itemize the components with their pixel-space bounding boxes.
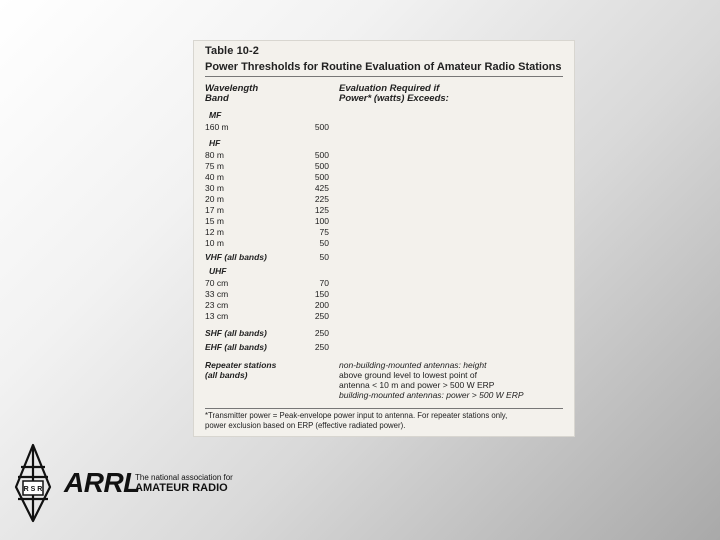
column-header-band-line2: Band: [205, 93, 229, 104]
column-header-power-line2: Power* (watts) Exceeds:: [339, 93, 449, 104]
table-title: Power Thresholds for Routine Evaluation of Amateur Radio Stations: [205, 61, 562, 73]
table-row: [205, 205, 555, 216]
power-cell: 50: [319, 252, 329, 262]
table-row: [205, 194, 555, 205]
band-cell: 160 m: [205, 122, 229, 132]
footnote: [205, 411, 567, 431]
table-row: [205, 227, 555, 238]
band-cell: 33 cm: [205, 289, 229, 299]
repeater-criteria-line4: building-mounted antennas: power > 500 W ERP: [339, 390, 524, 400]
band-cell: 23 cm: [205, 300, 229, 310]
table-section-row: [205, 328, 555, 339]
repeater-band: [205, 360, 276, 380]
power-cell: 100: [314, 216, 329, 226]
band-cell: VHF (all bands): [205, 252, 267, 262]
brand-tagline: The national association for: [135, 473, 233, 482]
table-row: [205, 311, 555, 322]
table-section-row: [205, 110, 555, 121]
power-cell: 75: [319, 227, 329, 237]
power-cell: 200: [314, 300, 329, 310]
band-cell: 15 m: [205, 216, 224, 226]
band-cell: 20 m: [205, 194, 224, 204]
power-cell: 500: [314, 161, 329, 171]
brand-name: ARRL: [64, 467, 140, 498]
power-cell: 250: [314, 311, 329, 321]
power-cell: 150: [314, 289, 329, 299]
table-section-row: [205, 266, 555, 277]
scanned-table-page: [193, 40, 575, 437]
table-row: [205, 216, 555, 227]
table-row: [205, 300, 555, 311]
repeater-criteria-line2: above ground level to lowest point of: [339, 370, 477, 380]
table-row: [205, 161, 555, 172]
band-cell: UHF: [209, 266, 227, 276]
band-cell: 13 cm: [205, 311, 229, 321]
repeater-band-line1: Repeater stations: [205, 360, 277, 370]
table-section-row: [205, 138, 555, 149]
power-cell: 425: [314, 183, 329, 193]
power-cell: 250: [314, 328, 329, 338]
power-cell: 250: [314, 342, 329, 352]
table-label: Table 10-2: [205, 45, 259, 57]
title-rule: [205, 76, 563, 77]
power-cell: 500: [314, 150, 329, 160]
power-cell: 70: [319, 278, 329, 288]
power-cell: 125: [314, 205, 329, 215]
band-cell: 17 m: [205, 205, 224, 215]
band-cell: 30 m: [205, 183, 224, 193]
brand-subtitle: AMATEUR RADIO: [135, 482, 228, 494]
power-cell: 500: [314, 122, 329, 132]
table-section-row: [205, 342, 555, 353]
band-cell: 70 cm: [205, 278, 229, 288]
repeater-band-line2: (all bands): [205, 370, 248, 380]
band-cell: 12 m: [205, 227, 224, 237]
table-section-row: [205, 252, 555, 263]
arrl-antenna-logo-icon: [12, 443, 54, 523]
band-cell: 40 m: [205, 172, 224, 182]
band-cell: SHF (all bands): [205, 328, 267, 338]
table-row: [205, 289, 555, 300]
table-row: [205, 278, 555, 289]
table-row: [205, 122, 555, 133]
band-cell: HF: [209, 138, 221, 148]
column-header-band-line1: Wavelength: [205, 83, 259, 94]
svg-text:R S R: R S R: [23, 486, 43, 493]
power-cell: 500: [314, 172, 329, 182]
power-cell: 50: [319, 238, 329, 248]
table-row: [205, 238, 555, 249]
column-header-power: [339, 84, 449, 104]
footnote-rule: [205, 408, 563, 409]
footnote-line2: power exclusion based on ERP (effective radiated power).: [205, 421, 406, 430]
column-header-power-line1: Evaluation Required if: [339, 83, 440, 94]
column-header-band: [205, 84, 258, 104]
power-cell: 225: [314, 194, 329, 204]
table-row: [205, 183, 555, 194]
repeater-criteria-line1: non-building-mounted antennas: height: [339, 360, 487, 370]
table-row: [205, 150, 555, 161]
band-cell: 10 m: [205, 238, 224, 248]
band-cell: MF: [209, 110, 222, 120]
band-cell: 80 m: [205, 150, 224, 160]
band-cell: 75 m: [205, 161, 224, 171]
table-row: [205, 172, 555, 183]
footnote-line1: *Transmitter power = Peak-envelope power input to antenna. For repeater stations only,: [205, 411, 508, 420]
band-cell: EHF (all bands): [205, 342, 267, 352]
repeater-criteria: [339, 360, 569, 400]
repeater-criteria-line3: antenna < 10 m and power > 500 W ERP: [339, 380, 495, 390]
